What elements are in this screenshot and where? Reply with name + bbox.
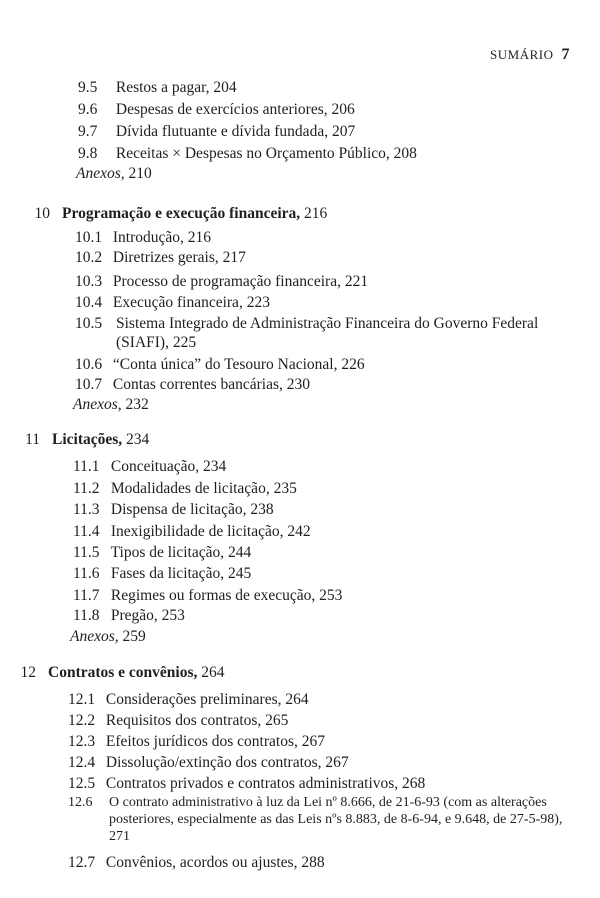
toc-entry: 9.8 Receitas × Despesas no Orçamento Público, 208 bbox=[78, 145, 417, 162]
toc-entry: 10.4 Execução financeira, 223 bbox=[75, 294, 270, 311]
toc-entry: 12.4 Dissolução/extinção dos contratos, 267 bbox=[68, 754, 349, 771]
toc-entry: 11.4 Inexigibilidade de licitação, 242 bbox=[73, 523, 311, 540]
toc-entry: 11.3 Dispensa de licitação, 238 bbox=[73, 501, 274, 518]
toc-entry: 12.1 Considerações preliminares, 264 bbox=[68, 691, 309, 708]
toc-entry: 11.7 Regimes ou formas de execução, 253 bbox=[73, 587, 343, 604]
toc-entry: 10.5 Sistema Integrado de Administração Financeira do Governo Federal (SIAFI), 225 bbox=[75, 315, 539, 351]
toc-entry: 12.7 Convênios, acordos ou ajustes, 288 bbox=[68, 854, 325, 871]
toc-entry: 12.3 Efeitos jurídicos dos contratos, 267 bbox=[68, 733, 325, 750]
toc-entry: 11.1 Conceituação, 234 bbox=[73, 458, 227, 475]
toc-entry: 10.1 Introdução, 216 bbox=[75, 229, 212, 246]
running-header bbox=[490, 46, 570, 64]
running-header-label: SUMÁRIO bbox=[490, 47, 554, 62]
annex-entry: Anexos, 232 bbox=[73, 396, 149, 413]
toc-entry: 10.7 Contas correntes bancárias, 230 bbox=[75, 376, 311, 393]
annex-entry: Anexos, 210 bbox=[76, 165, 152, 182]
toc-entry: 9.6 Despesas de exercícios anteriores, 206 bbox=[78, 101, 355, 118]
toc-entry: 12.2 Requisitos dos contratos, 265 bbox=[68, 712, 289, 729]
chapter-heading: 12 Contratos e convênios, 264 bbox=[20, 664, 225, 681]
page-number: 7 bbox=[561, 46, 570, 63]
toc-entry: 9.5 Restos a pagar, 204 bbox=[78, 79, 237, 96]
toc-entry: 11.5 Tipos de licitação, 244 bbox=[73, 544, 252, 561]
toc-entry: 11.8 Pregão, 253 bbox=[73, 607, 185, 624]
annex-entry: Anexos, 259 bbox=[70, 628, 146, 645]
toc-entry: 10.3 Processo de programação financeira, 221 bbox=[75, 273, 369, 290]
toc-entry: 11.2 Modalidades de licitação, 235 bbox=[73, 480, 297, 497]
toc-entry: 10.2 Diretrizes gerais, 217 bbox=[75, 249, 246, 266]
chapter-heading: 10 Programação e execução financeira, 216 bbox=[34, 205, 328, 222]
toc-entry: 12.6 O contrato administrativo à luz da Lei nº 8.666, de 21-6-93 (com as alterações posteriores, especialmente as das Leis nºs 8.883, de 8-6-94, e 9.648, de 27-5-98), 271 bbox=[68, 795, 563, 844]
toc-entry: 11.6 Fases da licitação, 245 bbox=[73, 565, 252, 582]
toc-entry: 9.7 Dívida flutuante e dívida fundada, 207 bbox=[78, 123, 356, 140]
chapter-heading: 11 Licitações, 234 bbox=[25, 431, 150, 448]
toc-entry: 10.6 “Conta única” do Tesouro Nacional, 226 bbox=[75, 356, 365, 373]
toc-entry: 12.5 Contratos privados e contratos administrativos, 268 bbox=[68, 775, 426, 792]
